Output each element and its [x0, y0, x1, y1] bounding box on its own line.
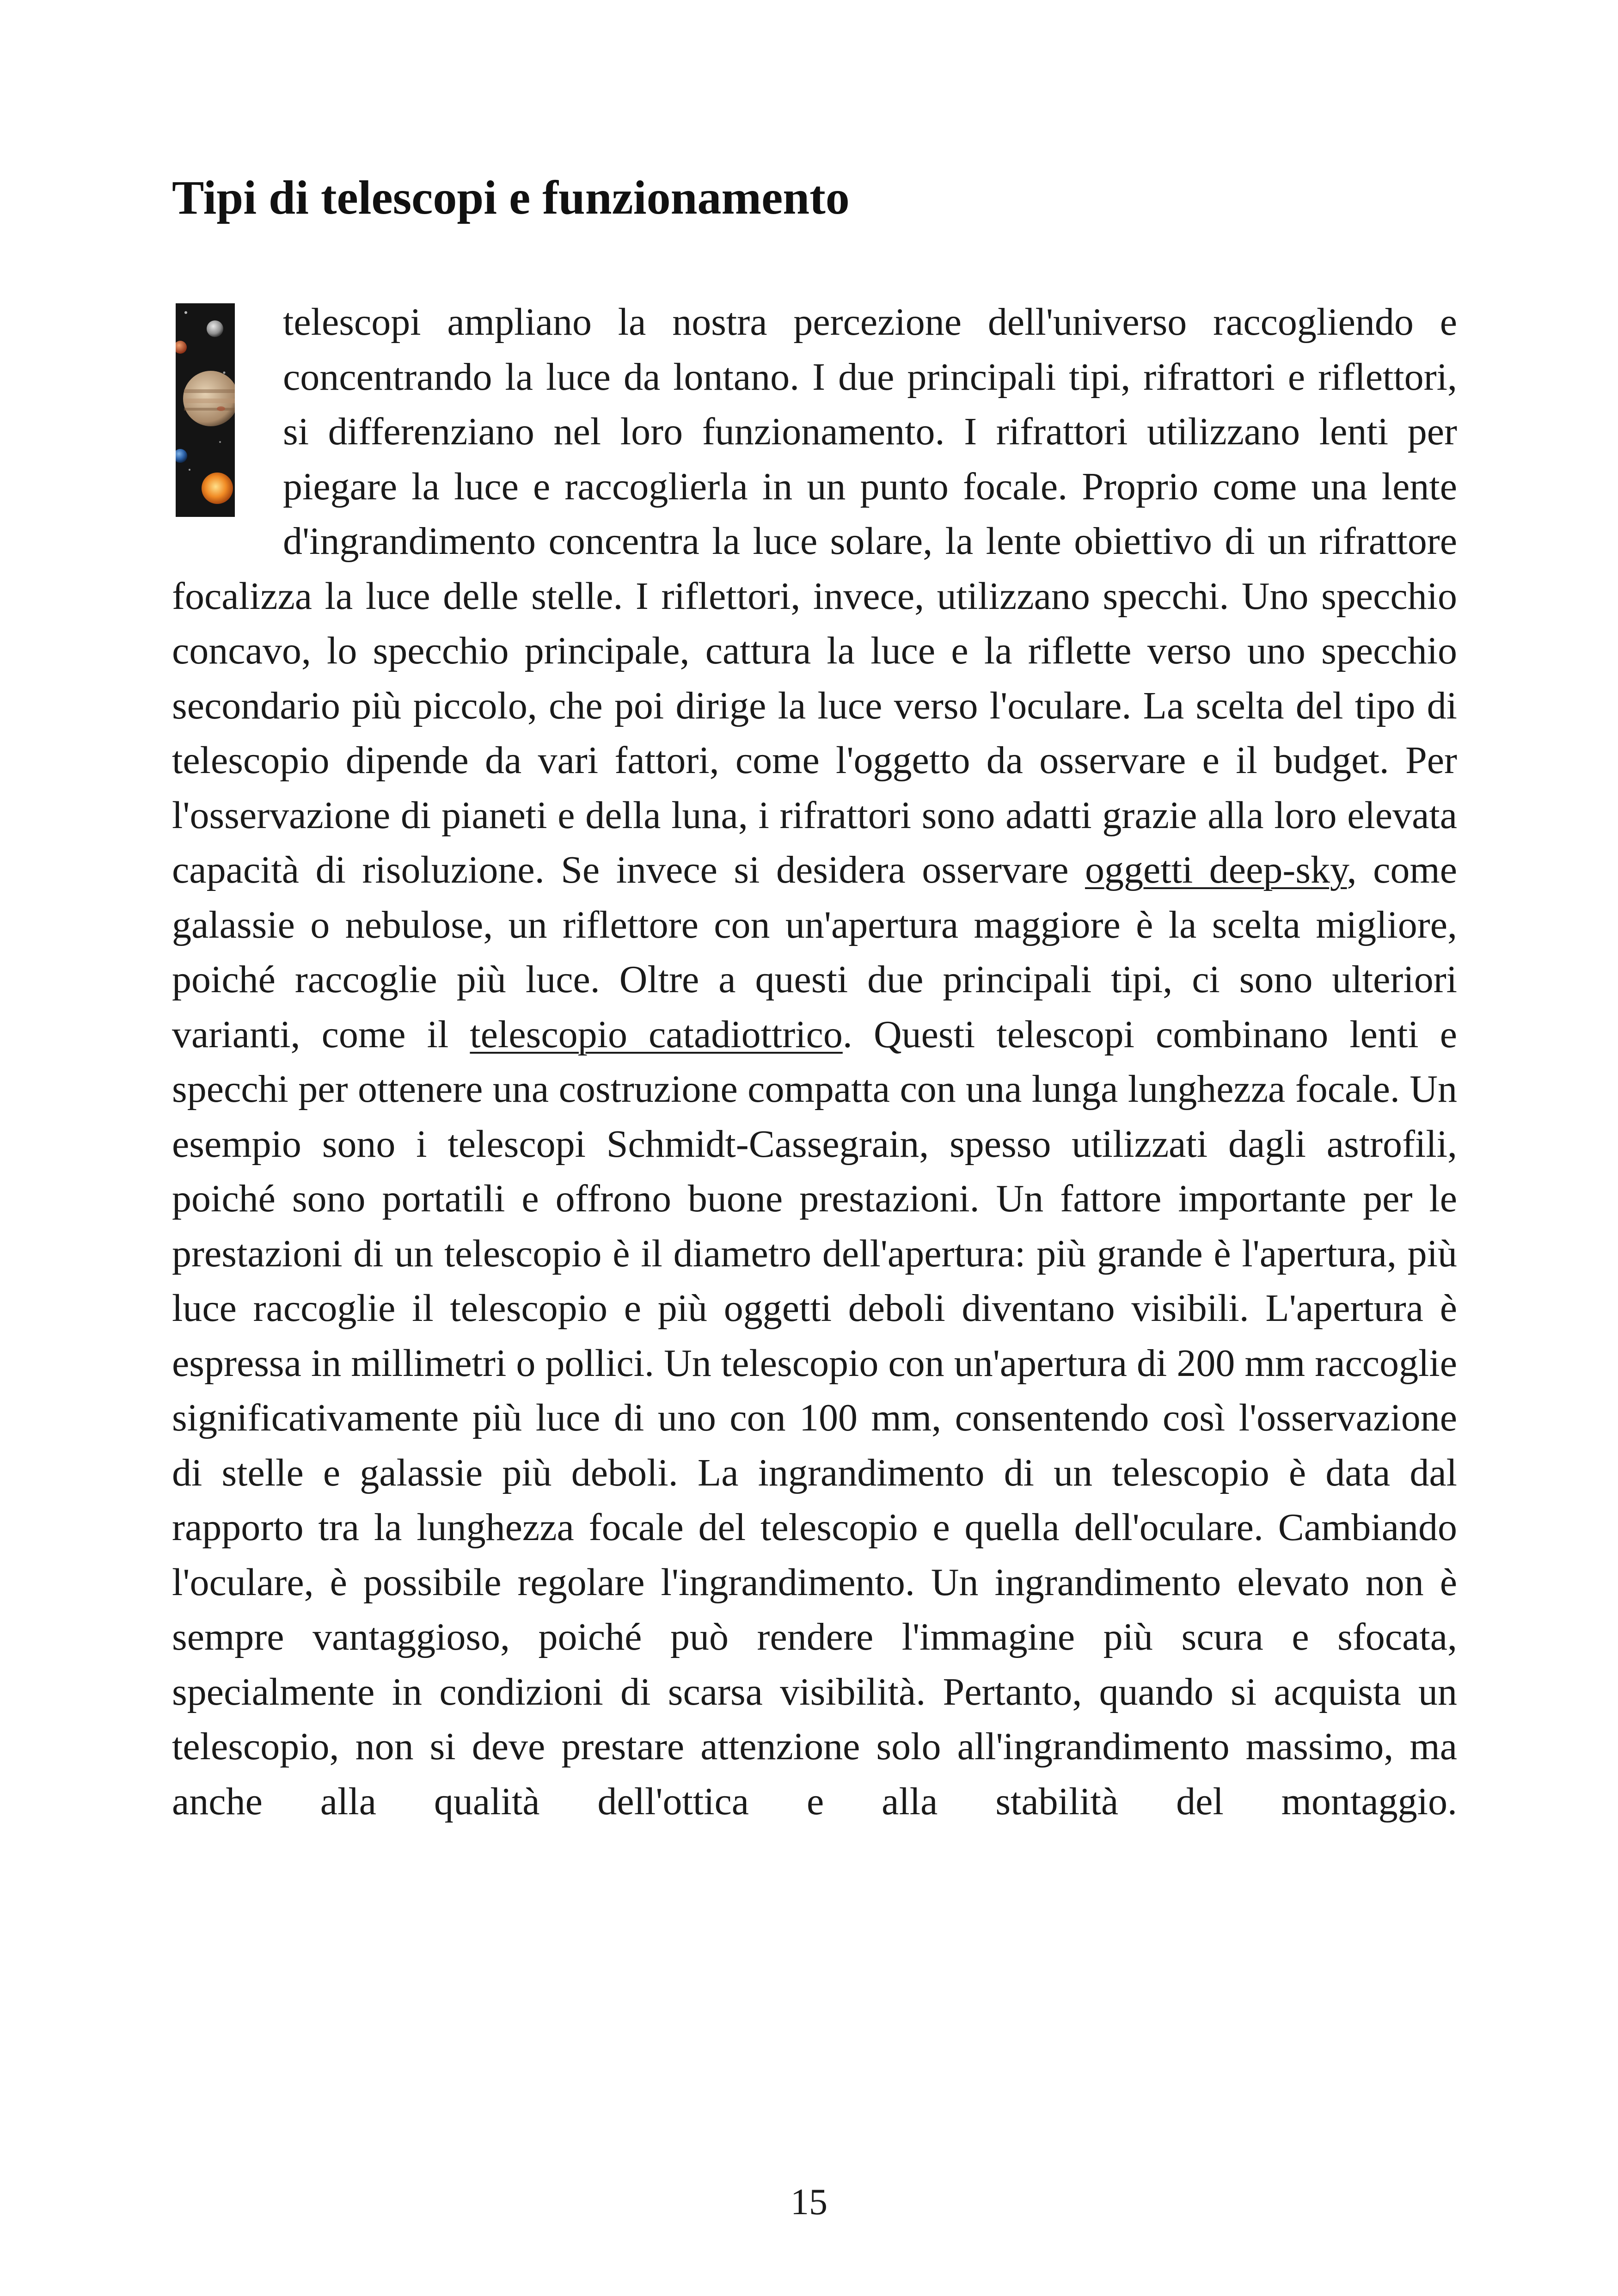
- paragraph-text-part-1: telescopi ampliano la nostra percezione dell'universo raccogliendo e concentrando la luce da lontano. I due principali tipi, rifrattori e riflettori, si differenziano nel loro funzionamento. I rifrattori utilizzano lenti per piegare la luce e raccoglierla in un punto focale. Proprio come una lente d'ingrandimento concentra la luce solare, la lente obiettivo di un rifrattore focalizza la luce delle stelle. I riflettori, invece, utilizzano specchi. Uno specchio concavo, lo specchio principale, cattura la luce e la riflette verso uno specchio secondario più piccolo, che poi dirige la luce verso l'oculare. La scelta del tipo di telescopio dipende da vari fattori, come l'oggetto da osservare e il budget. Per l'osservazione di pianeti e della luna, i rifrattori sono adatti grazie alla loro elevata capacità di risoluzione. Se invece si desidera osservare: [172, 301, 1457, 891]
- body-paragraph: [172, 295, 1457, 1829]
- chapter-title: Tipi di telescopi e funzionamento: [172, 171, 850, 224]
- page-number: 15: [791, 2182, 827, 2222]
- paragraph-text-part-3: . Questi telescopi combinano lenti e specchi per ottenere una costruzione compatta con una lunga lunghezza focale. Un esempio sono i telescopi Schmidt-Cassegrain, spesso utilizzati dagli astrofili, poiché sono portatili e offrono buone prestazioni. Un fattore importante per le prestazioni di un telescopio è il diametro dell'apertura: più grande è l'apertura, più luce raccoglie il telescopio e più oggetti deboli diventano visibili. L'apertura è espressa in millimetri o pollici. Un telescopio con un'apertura di 200 mm raccoglie significativamente più luce di uno con 100 mm, consentendo così l'osservazione di stelle e galassie più deboli. La ingrandimento di un telescopio è data dal rapporto tra la lunghezza focale del telescopio e quella dell'oculare. Cambiando l'oculare, è possibile regolare l'ingrandimento. Un ingrandimento elevato non è sempre vantaggioso, poiché può rendere l'immagine più scura e sfocata, specialmente in condizioni di scarsa visibilità. Pertanto, quando si acquista un telescopio, non si deve prestare attenzione solo all'ingrandimento massimo, ma anche alla qualità dell'ottica e alla stabilità del montaggio.: [172, 1013, 1457, 1823]
- link-oggetti-deep-sky[interactable]: oggetti deep-sky: [1085, 848, 1347, 891]
- link-telescopio-catadiottrico[interactable]: telescopio catadiottrico: [470, 1013, 843, 1056]
- planets-drop-cap-icon: [176, 303, 235, 517]
- drop-cap-letter-i: [172, 303, 283, 517]
- paragraph-text-part-2: , come galassie o nebulose, un riflettore con un'apertura maggiore è la scelta migliore, poiché raccoglie più luce. Oltre a questi due principali tipi, ci sono ulteriori varianti, come il: [172, 848, 1458, 1056]
